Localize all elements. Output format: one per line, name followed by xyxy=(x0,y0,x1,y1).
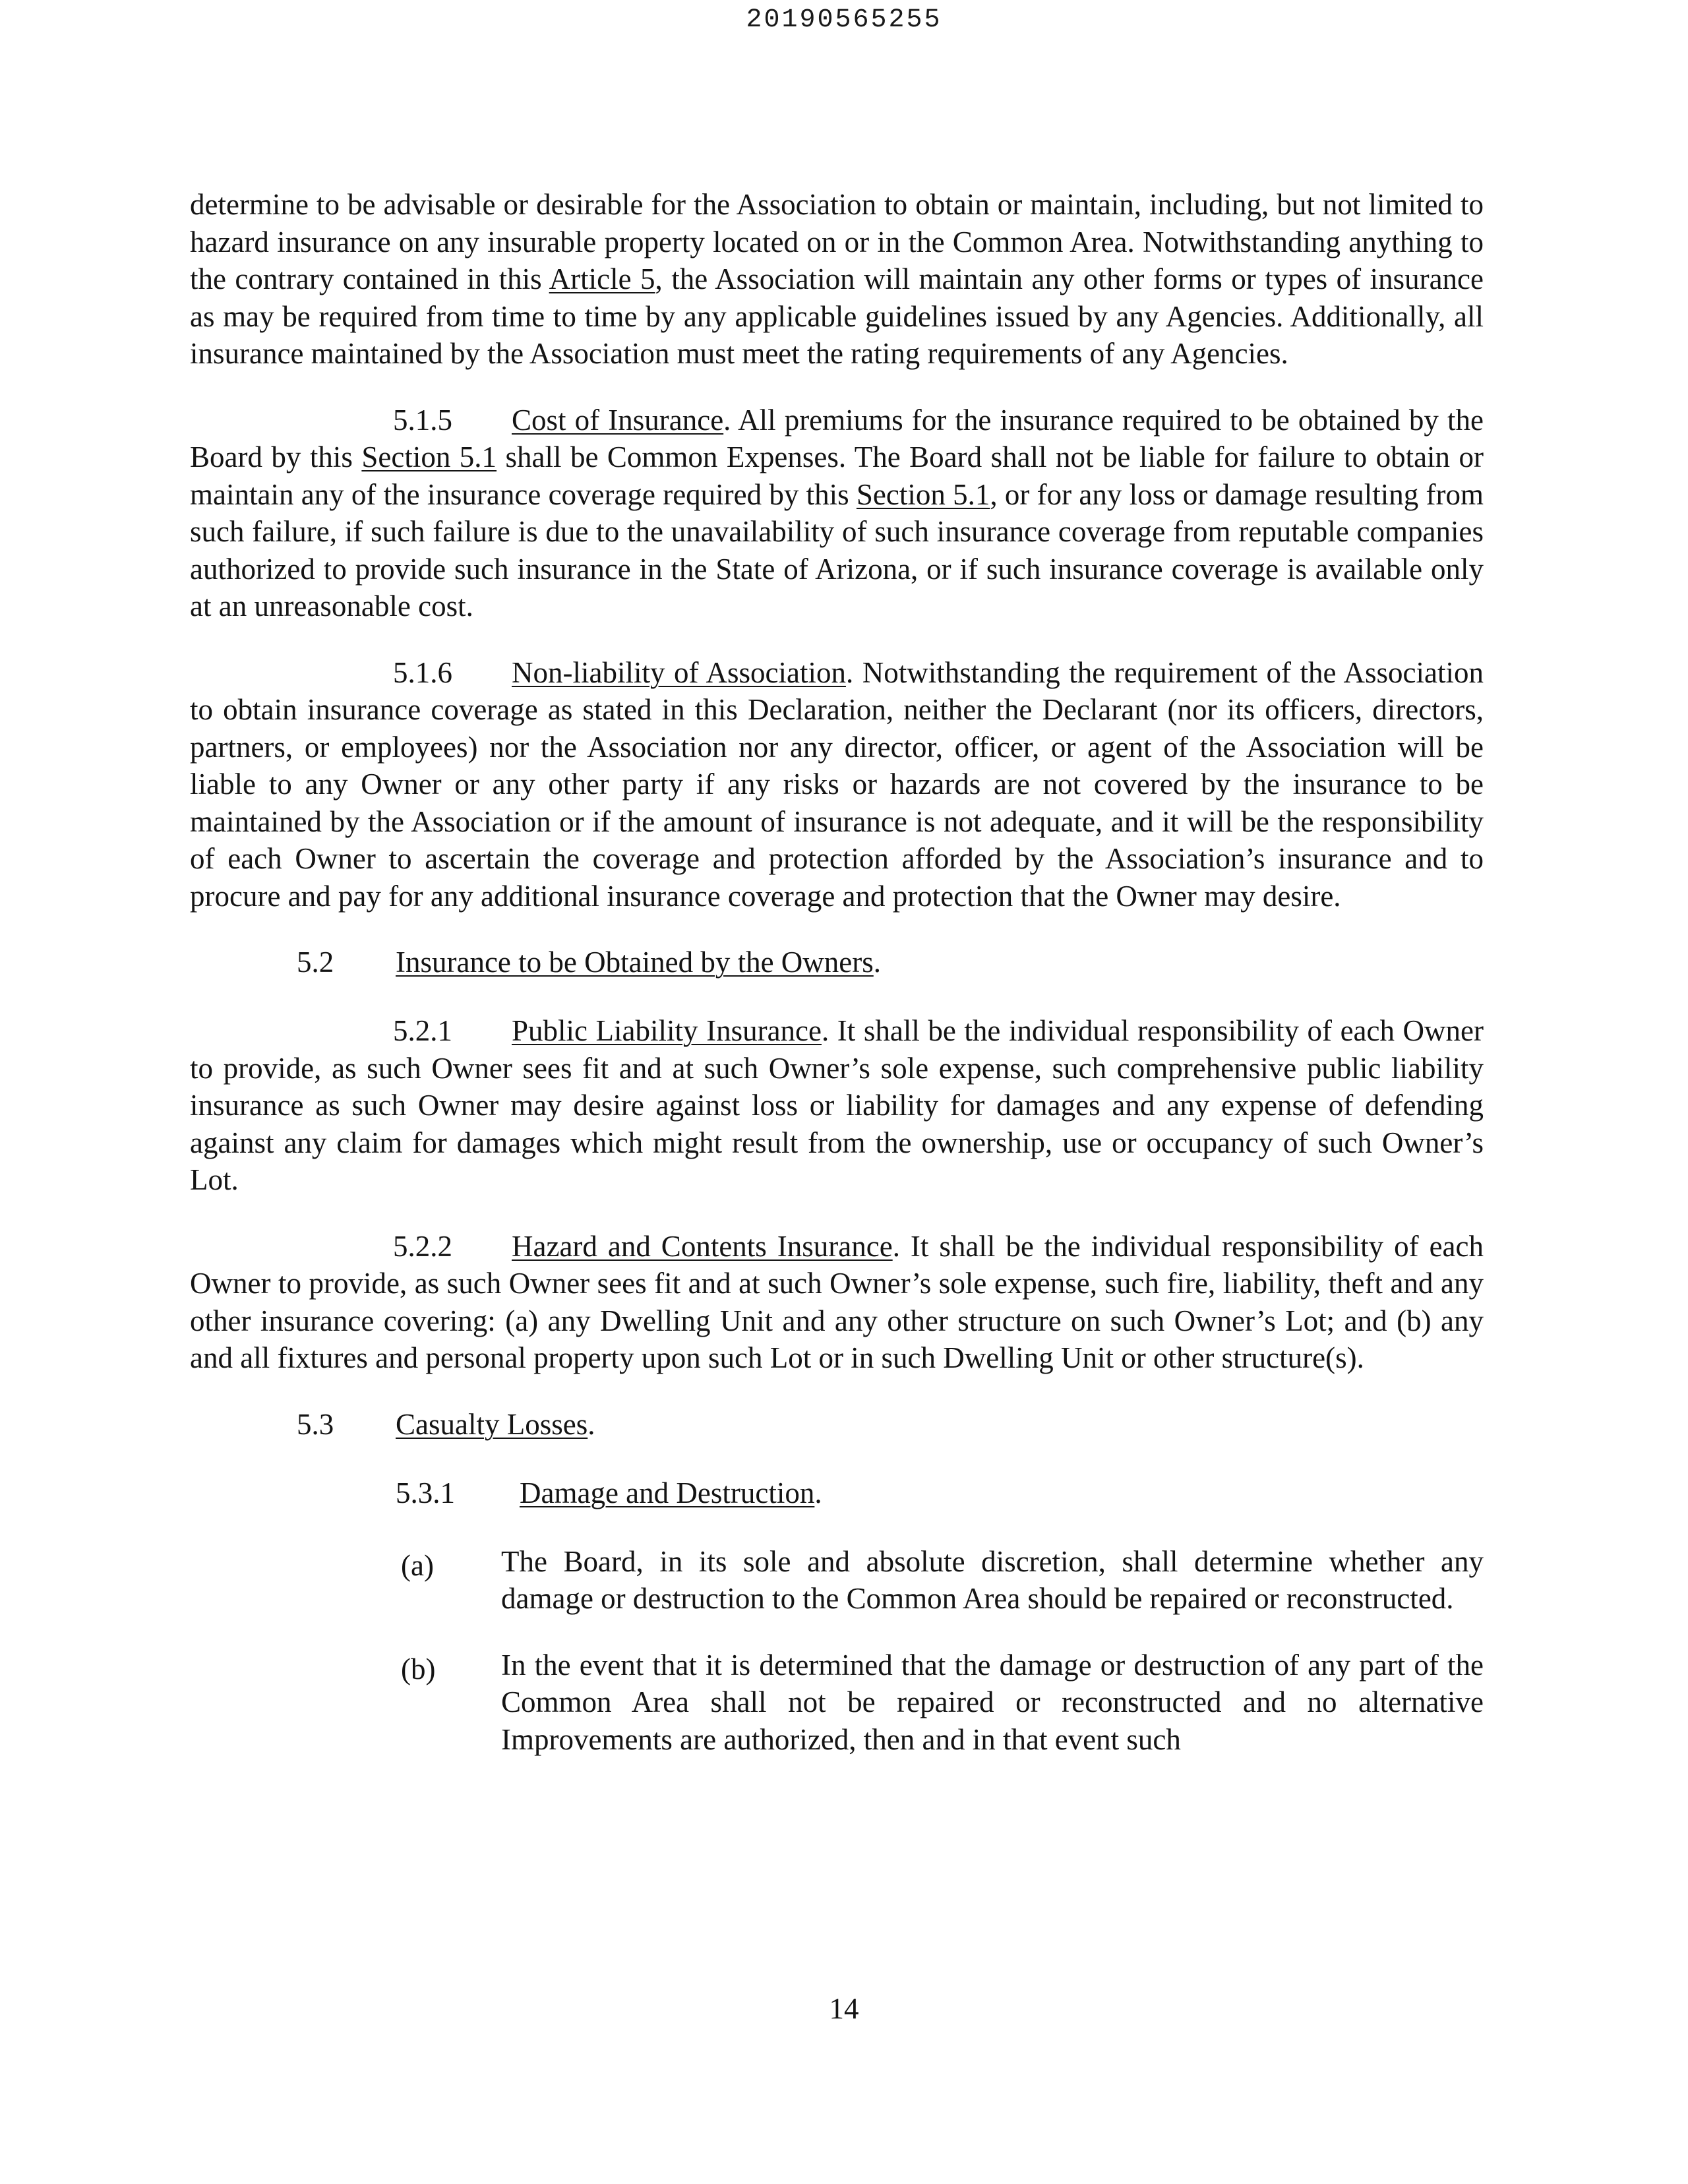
section-title: Damage and Destruction xyxy=(520,1476,815,1509)
section-5-2-2 xyxy=(190,1228,1484,1377)
section-number: 5.3.1 xyxy=(396,1476,455,1509)
list-item-b xyxy=(190,1647,1484,1759)
section-number: 5.1.6 xyxy=(393,655,452,689)
section-number: 5.3 xyxy=(297,1407,334,1441)
list-item-text: The Board, in its sole and absolute discretion, shall determine whether any damage or destruction to the Common Area should be repaired or reconstructed. xyxy=(501,1544,1484,1615)
section-title: Public Liability Insurance xyxy=(512,1014,822,1047)
section-5-1-5 xyxy=(190,402,1484,625)
section-5-2-1 xyxy=(190,1012,1484,1199)
list-item-label: (b) xyxy=(401,1652,436,1685)
paragraph-continuation xyxy=(190,186,1484,373)
paragraph-text: . It shall be the individual responsibility of each Owner to provide, as such Owner sees fit and at such Owner’s sole expense, such fire, liability, theft and any other insurance covering: (a) any Dwelling Unit and any other structure on such Owner’s Lot; and (b) any and all fixtures and personal property upon such Lot or in such Dwelling Unit or other structure(s). xyxy=(190,1229,1484,1374)
paragraph-text: . All premiums for the insurance required to be obtained by the Board by this xyxy=(190,403,1484,473)
paragraph-text: . Notwithstanding the requirement of the Association to obtain insurance coverage as stated in this Declaration, neither the Declarant (nor its officers, directors, partners, or employees) nor the Association nor any director, officer, or agent of the Association will be liable to any Owner or any other party if any risks or hazards are not covered by the insurance to be maintained by the Association or if the amount of insurance is not adequate, and it will be the responsibility of each Owner to ascertain the coverage and protection afforded by the Association’s insurance and to procure and pay for any additional insurance coverage and protection that the Owner may desire. xyxy=(190,655,1484,913)
section-title: Hazard and Contents Insurance xyxy=(512,1229,893,1263)
list-item-text: In the event that it is determined that the damage or destruction of any part of the Common Area shall not be repaired or reconstructed and no alternative Improvements are authorized, then and in that event such xyxy=(501,1648,1484,1756)
section-number: 5.1.5 xyxy=(393,403,452,437)
document-page xyxy=(190,186,1484,1787)
paragraph-text: , the Association will maintain any other forms or types of insurance as may be required from time to time by any applicable guidelines issued by any Agencies. Additionally, all insurance maintained by the Association must meet the rating requirements of any Agencies. xyxy=(190,262,1484,370)
title-period: . xyxy=(814,1476,822,1509)
title-period: . xyxy=(873,946,882,979)
section-title: Non-liability of Association xyxy=(512,655,846,689)
paragraph-text: shall be Common Expenses. The Board shall not be liable for failure to obtain or maintain any of the insurance coverage required by this xyxy=(190,440,1484,511)
section-5-3-heading xyxy=(190,1406,1484,1445)
article-reference: Article 5 xyxy=(549,262,655,295)
title-period: . xyxy=(588,1407,595,1441)
paragraph-text: , or for any loss or damage resulting from such failure, if such failure is due to the unavailability of such insurance coverage from reputable companies authorized to provide such insurance in the State of Arizona, or if such insurance coverage is available only at an unreasonable cost. xyxy=(190,477,1484,622)
section-title: Cost of Insurance xyxy=(512,403,724,437)
section-5-2-heading xyxy=(190,944,1484,983)
section-number: 5.2.1 xyxy=(393,1014,452,1047)
section-reference: Section 5.1 xyxy=(361,440,497,473)
section-reference: Section 5.1 xyxy=(856,477,990,511)
section-5-3-1-heading xyxy=(190,1474,1484,1514)
section-5-1-6 xyxy=(190,654,1484,915)
document-number: 20190565255 xyxy=(746,5,942,35)
section-title: Insurance to be Obtained by the Owners xyxy=(396,946,874,979)
section-title-wrapper xyxy=(396,1406,595,1443)
paragraph-text: . It shall be the individual responsibility of each Owner to provide, as such Owner sees fit and at such Owner’s sole expense, such comprehensive public liability insurance as such Owner may desire against loss or liability for damages and any expense of defending against any claim for damages which might result from the ownership, use or occupancy of such Owner’s Lot. xyxy=(190,1014,1484,1196)
section-number: 5.2.2 xyxy=(393,1229,452,1263)
section-title-wrapper xyxy=(396,944,881,981)
paragraph-text: determine to be advisable or desirable for the Association to obtain or maintain, including, but not limited to hazard insurance on any insurable property located on or in the Common Area. Notwithstanding anything to the contrary contained in this xyxy=(190,188,1484,295)
list-item-a xyxy=(190,1543,1484,1618)
section-number: 5.2 xyxy=(297,946,334,979)
list-item-label: (a) xyxy=(401,1548,434,1582)
section-title-wrapper xyxy=(520,1474,822,1512)
section-title: Casualty Losses xyxy=(396,1407,588,1441)
page-number: 14 xyxy=(829,1992,859,2025)
